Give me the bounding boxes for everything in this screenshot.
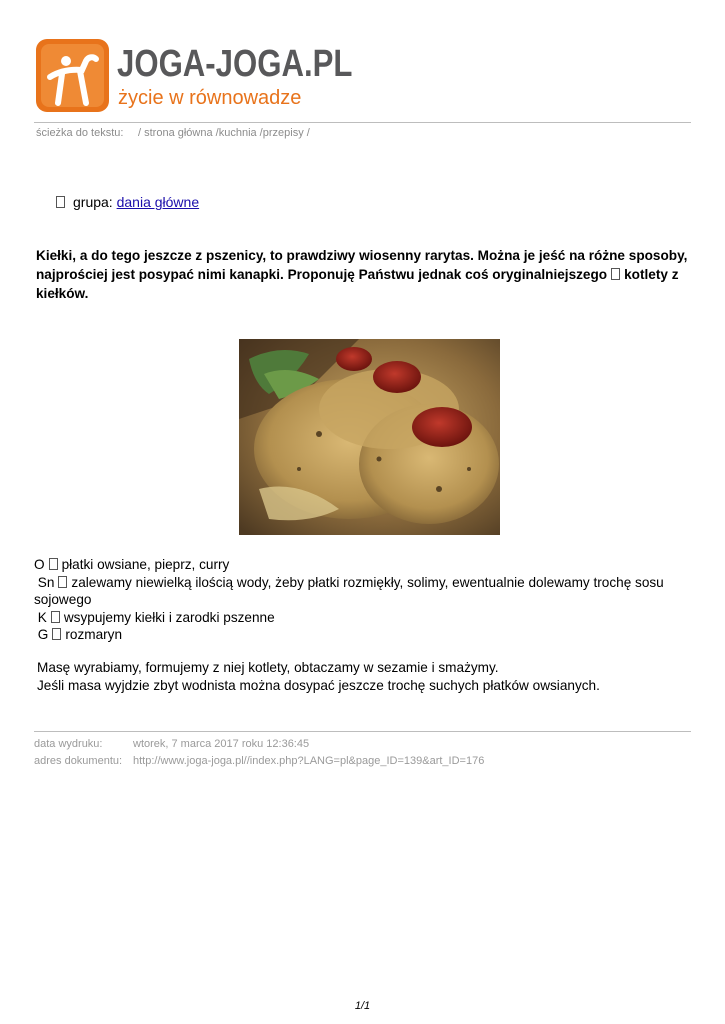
address-label: adres dokumentu: — [34, 755, 123, 767]
step-text: płatki owsiane, pieprz, curry — [61, 557, 230, 572]
dish-photo-image — [239, 339, 500, 535]
group-label: grupa: — [73, 194, 113, 210]
step-text: zalewamy niewielką ilością wody, żeby płatki rozmiękły, solimy, ewentualnie dolewamy trochę sosu sojowego — [34, 574, 664, 607]
recipe-closing — [37, 659, 693, 694]
step-code: Sn — [37, 574, 55, 590]
footer-divider — [34, 731, 691, 732]
article-intro — [36, 246, 688, 303]
print-date-value: wtorek, 7 marca 2017 roku 12:36:45 — [133, 738, 310, 750]
missing-glyph-icon — [56, 196, 65, 208]
missing-glyph-icon — [51, 611, 60, 623]
document-address — [34, 755, 485, 767]
recipe-steps — [34, 556, 694, 644]
closing-line: Jeśli masa wyjdzie zbyt wodnista można dosypać jeszcze trochę suchych płatków owsianych. — [37, 677, 600, 693]
print-date-label: data wydruku: — [34, 738, 103, 750]
intro-text-end: kotlety z kiełków. — [36, 267, 679, 301]
step-text: wsypujemy kiełki i zarodki pszenne — [63, 609, 275, 625]
logo-tagline: życie w równowadze — [118, 87, 302, 109]
step-code: G — [37, 627, 49, 642]
breadcrumb-path: / strona główna /kuchnia /przepisy / — [138, 127, 310, 139]
closing-line: Masę wyrabiamy, formujemy z niej kotlety, obtaczamy w sezamie i smażymy. — [37, 660, 499, 675]
address-value[interactable]: http://www.joga-joga.pl//index.php?LANG=pl&page_ID=139&art_ID=176 — [133, 755, 485, 767]
header-divider — [34, 122, 691, 123]
breadcrumb-label: ścieżka do tekstu: — [36, 127, 124, 139]
missing-glyph-icon — [58, 576, 67, 588]
step-code: O — [34, 557, 45, 572]
page-number: 1/1 — [354, 1000, 371, 1012]
dish-photo — [239, 339, 500, 535]
step-item — [34, 556, 694, 574]
breadcrumb — [36, 127, 310, 139]
missing-glyph-icon — [52, 628, 61, 640]
step-item — [34, 609, 694, 627]
missing-glyph-icon — [49, 558, 58, 570]
step-item — [34, 574, 694, 609]
site-logo[interactable] — [36, 39, 353, 113]
print-date — [34, 738, 310, 750]
group-row — [56, 194, 199, 210]
missing-glyph-icon — [611, 268, 620, 280]
step-item — [34, 626, 694, 644]
logo-mark-icon — [36, 39, 109, 112]
step-text: rozmaryn — [65, 627, 123, 642]
intro-text: Kiełki, a do tego jeszcze z pszenicy, to prawdziwy wiosenny rarytas. Można je jeść na różne sposoby, najprościej jest posypać nimi kanapki. Proponuję Państwu jednak coś oryginalniejszego — [36, 248, 688, 282]
step-code: K — [37, 609, 47, 625]
logo-name: JOGA-JOGA.PL — [117, 43, 353, 85]
group-link[interactable]: dania główne — [116, 194, 200, 210]
